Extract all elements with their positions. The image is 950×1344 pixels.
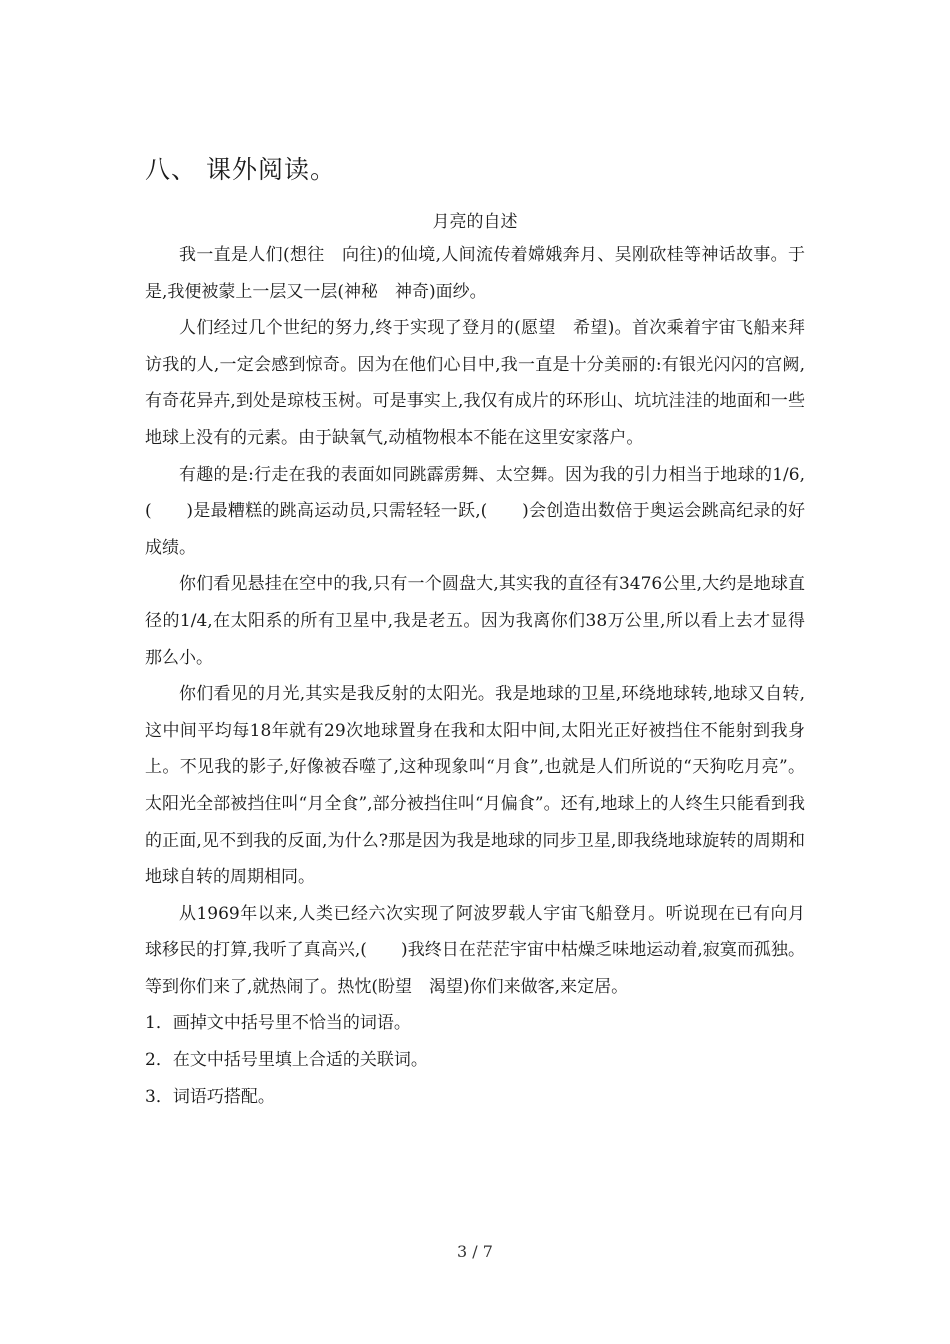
article-paragraph-1: 我一直是人们(想往 向往)的仙境,人间流传着嫦娥奔月、吴刚砍桂等神话故事。于是,我便被蒙上一层又一层(神秘 神奇)面纱。 [145,245,805,302]
article-paragraph-5: 你们看见的月光,其实是我反射的太阳光。我是地球的卫星,环绕地球转,地球又自转,这中间平均每18年就有29次地球置身在我和太阳中间,太阳光正好被挡住不能射到我身上。不见我的影子,好像被吞噬了,这种现象叫“月食”,也就是人们所说的“天狗吃月亮”。太阳光全部被挡住叫“月全食”,部分被挡住叫“月偏食”。还有,地球上的人终生只能看到我的正面,见不到我的反面,为什么?那是因为我是地球的同步卫星,即我绕地球旋转的周期和地球自转的周期相同。 [145,684,805,888]
article-paragraph-6: 从1969年以来,人类已经六次实现了阿波罗载人宇宙飞船登月。听说现在已有向月球移民的打算,我听了真高兴,( )我终日在茫茫宇宙中枯燥乏味地运动着,寂寞而孤独。等到你们来了,就热闹了。热忱(盼望 渴望)你们来做客,来定居。 [145,903,805,997]
article-body [145,237,805,1115]
article-paragraph-4: 你们看见悬挂在空中的我,只有一个圆盘大,其实我的直径有3476公里,大约是地球直径的1/4,在太阳系的所有卫星中,我是老五。因为我离你们38万公里,所以看上去才显得那么小。 [145,574,805,668]
section-heading: 八、 课外阅读。 [145,155,336,184]
article-title: 月亮的自述 [432,212,518,232]
question-3: 3．词语巧搭配。 [145,1086,275,1107]
article-paragraph-2: 人们经过几个世纪的努力,终于实现了登月的(愿望 希望)。首次乘着宇宙飞船来拜访我的人,一定会感到惊奇。因为在他们心目中,我一直是十分美丽的:有银光闪闪的宫阙,有奇花异卉,到处是琼枝玉树。可是事实上,我仅有成片的环形山、坑坑洼洼的地面和一些地球上没有的元素。由于缺氧气,动植物根本不能在这里安家落户。 [145,318,805,448]
question-1: 1．画掉文中括号里不恰当的词语。 [145,1013,411,1034]
article-paragraph-3: 有趣的是:行走在我的表面如同跳霹雳舞、太空舞。因为我的引力相当于地球的1/6,( )是最糟糕的跳高运动员,只需轻轻一跃,( )会创造出数倍于奥运会跳高纪录的好成绩。 [145,464,805,558]
page-number: 3 / 7 [457,1242,493,1261]
question-2: 2．在文中括号里填上合适的关联词。 [145,1050,428,1071]
